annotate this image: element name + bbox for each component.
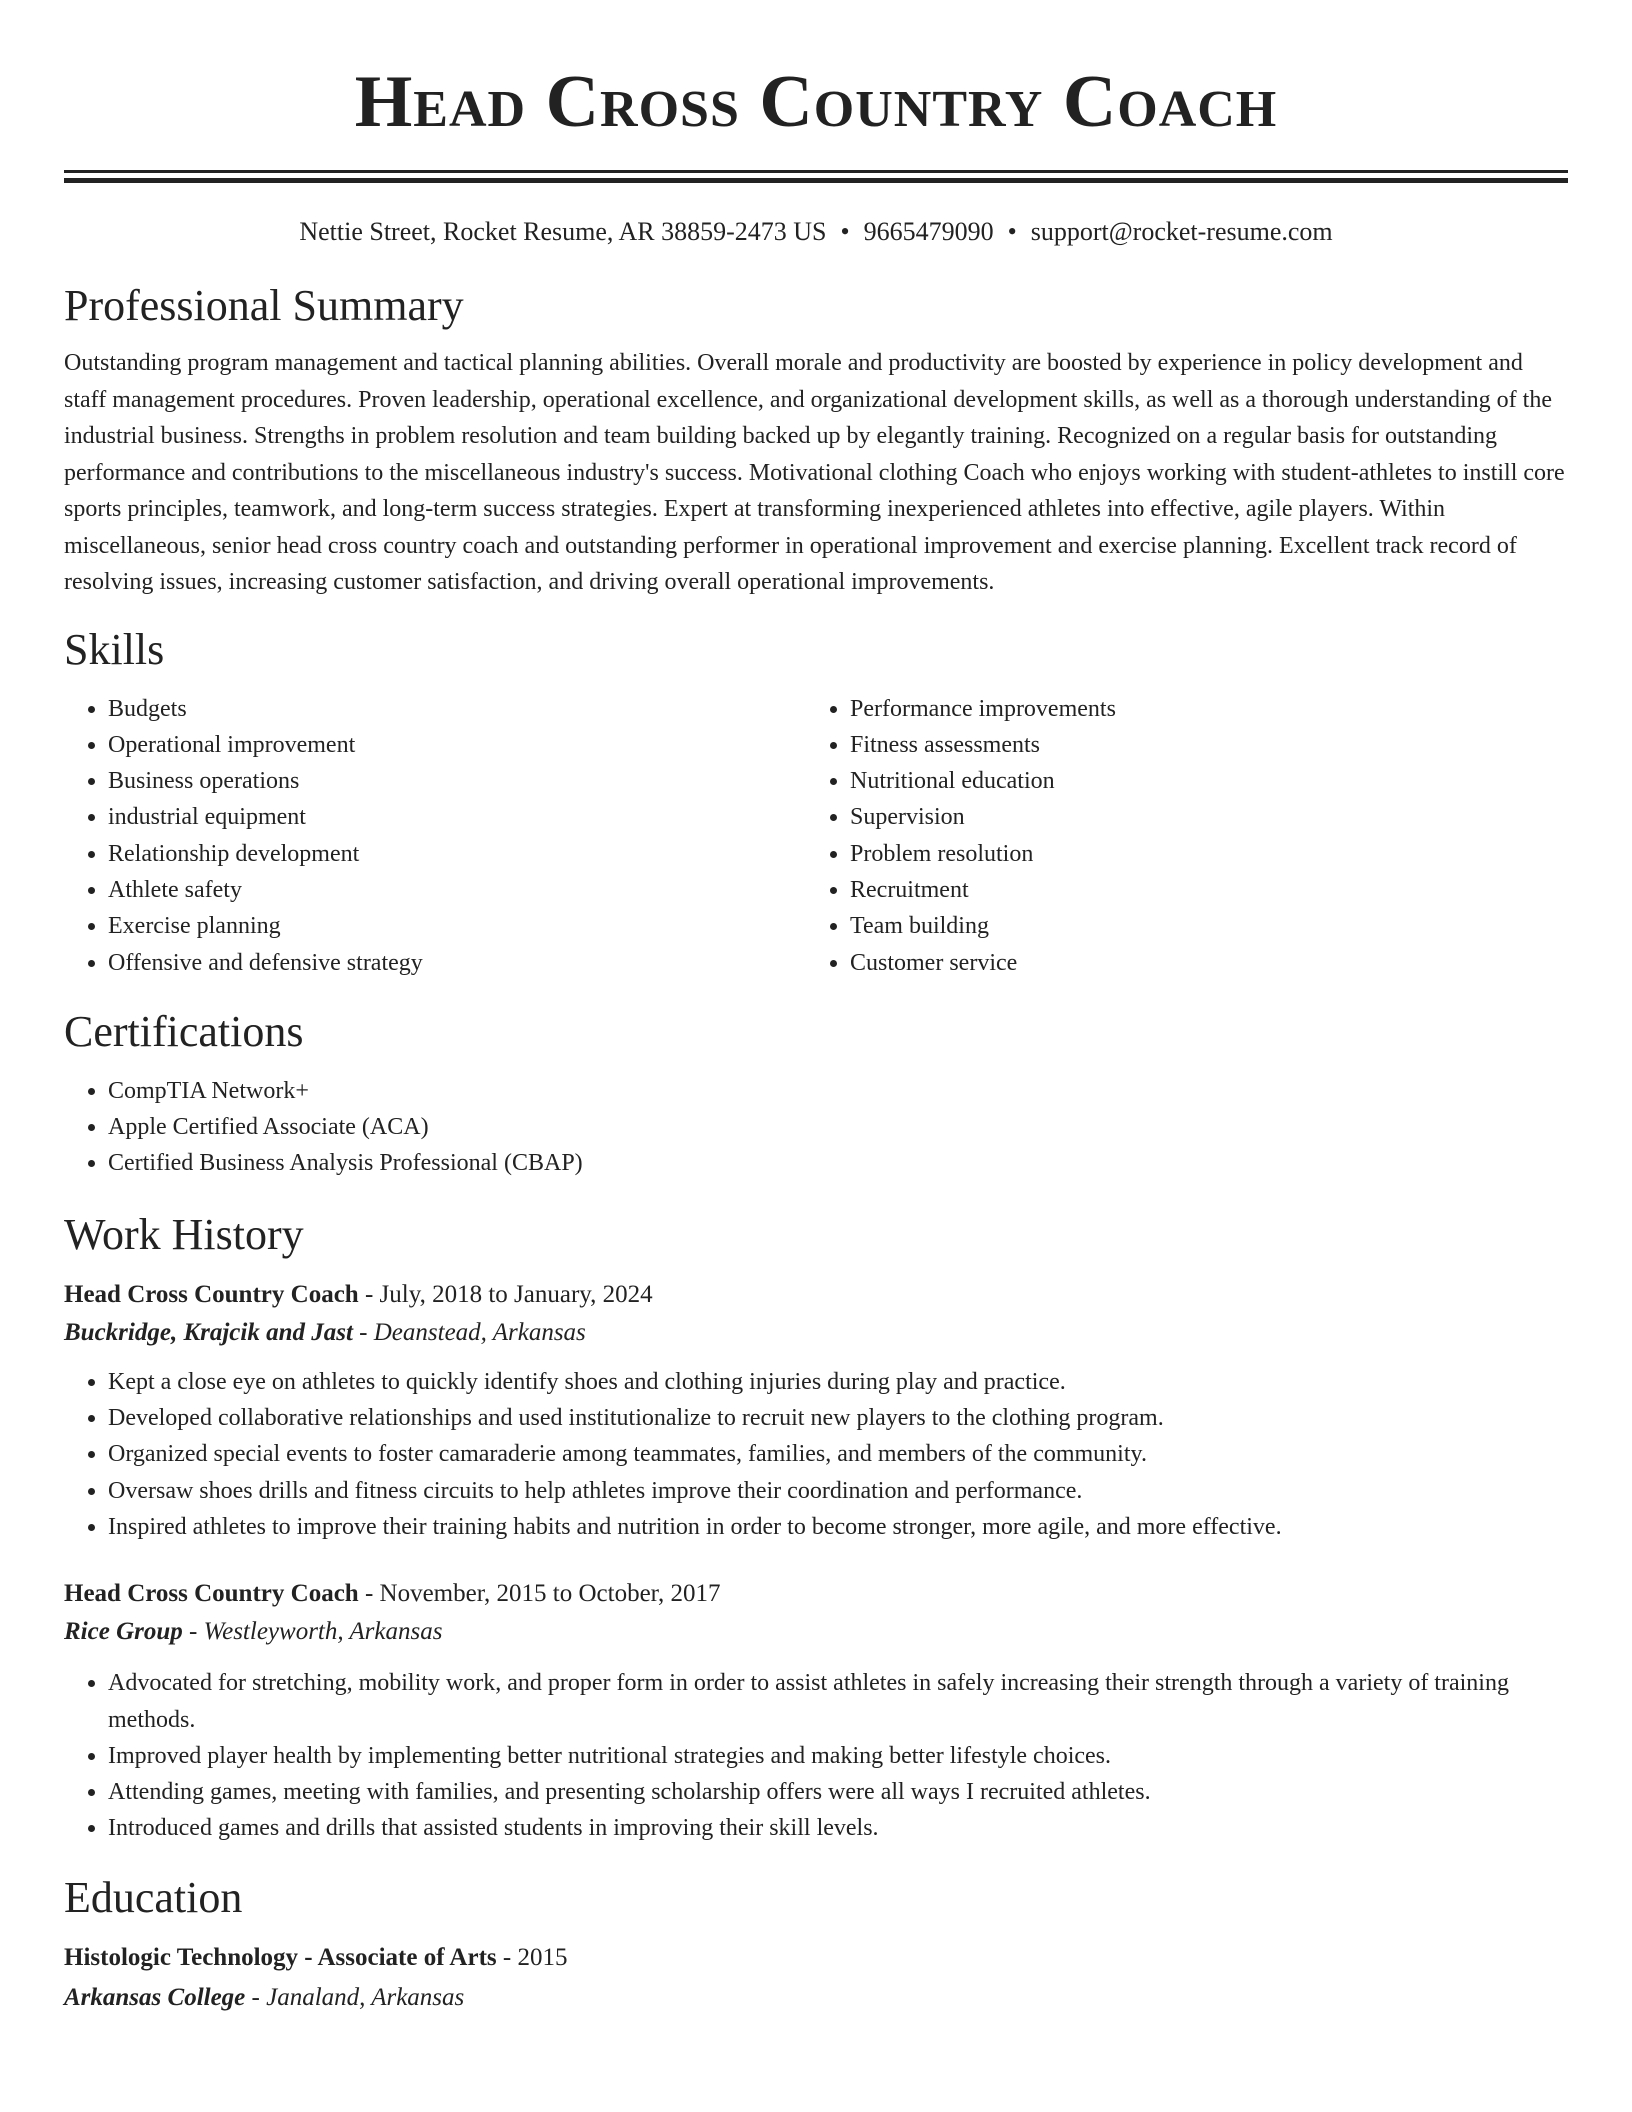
job-entry (64, 1575, 1568, 1846)
skill-item: • Recruitment (850, 872, 1548, 908)
skills-right-column (806, 691, 1548, 981)
contact-email: support@rocket-resume.com (1030, 217, 1333, 246)
education-entry (64, 1939, 1568, 2017)
job-bullets (64, 1665, 1568, 1846)
summary-text: Outstanding program management and tactical planning abilities. Overall morale and productivity are boosted by experience in policy development and staff management procedures. Proven leadership, operational excellence, and organizational development skills, as well as a thorough understanding of the industrial business. Strengths in problem resolution and team building backed up by elegantly training. Recognized on a regular basis for outstanding performance and contributions to the miscellaneous industry's success. Motivational clothing Coach who enjoys working with student-athletes to instill core sports principles, teamwork, and long-term success strategies. Expert at transforming inexperienced athletes into effective, agile players. Within miscellaneous, senior head cross country coach and outstanding performer in operational improvement and exercise planning. Excellent track record of resolving issues, increasing customer satisfaction, and driving overall operational improvements. (64, 350, 1565, 595)
skill-item: • Fitness assessments (850, 727, 1548, 763)
job-bullet: • Developed collaborative relationships and used institutionalize to recruit new players to the clothing program. (108, 1400, 1568, 1436)
certification-item: • CompTIA Network+ (108, 1073, 1568, 1109)
skill-item: • industrial equipment (108, 799, 806, 835)
job-bullet: • Introduced games and drills that assisted students in improving their skill levels. (108, 1810, 1568, 1846)
education-year: - 2015 (496, 1943, 568, 1971)
skill-item: • Exercise planning (108, 908, 806, 944)
job-bullet: • Oversaw shoes drills and fitness circuits to help athletes improve their coordination and performance. (108, 1473, 1568, 1509)
resume-title: Head Cross Country Coach (354, 61, 1278, 143)
contact-line (64, 215, 1568, 249)
job-bullet: • Kept a close eye on athletes to quickly identify shoes and clothing injuries during play and practice. (108, 1364, 1568, 1400)
contact-phone: 9665479090 (863, 217, 994, 246)
job-bullets (64, 1364, 1568, 1545)
job-location: - Deanstead, Arkansas (352, 1318, 586, 1346)
education-location: - Janaland, Arkansas (245, 1983, 465, 2011)
job-company: Rice Group (64, 1618, 183, 1646)
skill-item: • Relationship development (108, 836, 806, 872)
skill-item: • Athlete safety (108, 872, 806, 908)
education-school: Arkansas College (64, 1983, 246, 2011)
skill-item: • Business operations (108, 763, 806, 799)
education-heading: Education (64, 1872, 243, 1922)
skill-item: • Offensive and defensive strategy (108, 945, 806, 981)
job-title-line (64, 1276, 1568, 1314)
education-degree: Histologic Technology - Associate of Arts (64, 1943, 497, 1971)
job-bullet: • Improved player health by implementing better nutritional strategies and making better lifestyle choices. (108, 1738, 1568, 1774)
skill-item: • Budgets (108, 691, 806, 727)
skill-item: • Team building (850, 908, 1548, 944)
skills-right-list (806, 691, 1548, 981)
job-bullet: • Inspired athletes to improve their training habits and nutrition in order to become stronger, more agile, and more effective. (108, 1509, 1568, 1545)
skill-item: • Operational improvement (108, 727, 806, 763)
job-entry (64, 1276, 1568, 1545)
job-company: Buckridge, Krajcik and Jast (64, 1318, 353, 1346)
job-company-line (64, 1613, 1568, 1651)
contact-separator: • (840, 217, 850, 246)
skill-item: • Nutritional education (850, 763, 1548, 799)
job-location: - Westleyworth, Arkansas (182, 1618, 443, 1646)
skill-item: • Supervision (850, 799, 1548, 835)
skill-item: • Problem resolution (850, 836, 1548, 872)
skill-item: • Performance improvements (850, 691, 1548, 727)
work-history-heading: Work History (64, 1209, 304, 1259)
certification-item: • Certified Business Analysis Professional (CBAP) (108, 1145, 1568, 1181)
education-degree-line (64, 1939, 1568, 1977)
job-bullet: • Attending games, meeting with families, and presenting scholarship offers were all ways I recruited athletes. (108, 1774, 1568, 1810)
certifications-list (64, 1073, 1568, 1182)
skill-item: • Customer service (850, 945, 1548, 981)
certifications-heading: Certifications (64, 1006, 304, 1056)
certification-item: • Apple Certified Associate (ACA) (108, 1109, 1568, 1145)
summary-heading: Professional Summary (64, 281, 464, 330)
job-bullet: • Advocated for stretching, mobility work, and proper form in order to assist athletes in safely increasing their strength through a variety of training methods. (108, 1665, 1568, 1738)
skills-left-column (64, 691, 806, 981)
skills-left-list (64, 691, 806, 981)
job-title-line (64, 1575, 1568, 1613)
job-dates: - November, 2015 to October, 2017 (358, 1580, 721, 1608)
job-bullet: • Organized special events to foster camaraderie among teammates, families, and members of the community. (108, 1436, 1568, 1472)
job-title: Head Cross Country Coach (64, 1580, 359, 1608)
header-divider-thin (64, 170, 1568, 173)
contact-separator: • (1007, 217, 1017, 246)
header-divider-thick (64, 178, 1568, 183)
education-school-line (64, 1979, 1568, 2017)
job-title: Head Cross Country Coach (64, 1280, 359, 1308)
skills-columns (64, 691, 1568, 981)
contact-address: Nettie Street, Rocket Resume, AR 38859-2473 US (299, 217, 827, 246)
skills-heading: Skills (64, 624, 165, 674)
job-company-line (64, 1314, 1568, 1352)
job-dates: - July, 2018 to January, 2024 (358, 1280, 653, 1308)
